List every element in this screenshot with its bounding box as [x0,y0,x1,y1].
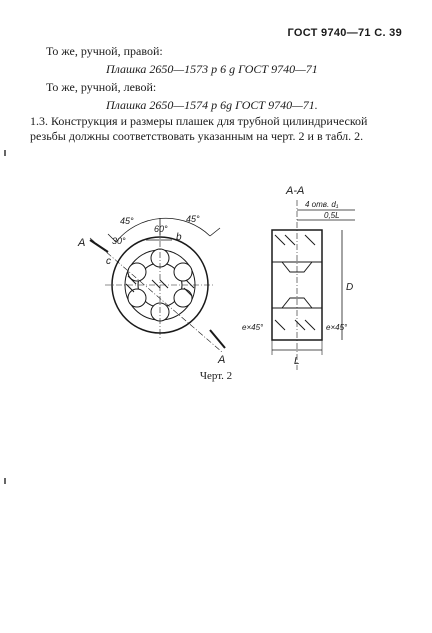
hatch-line [275,235,285,245]
dim-label-c: c [106,256,111,267]
text-line-right-hand-designation: Плашка 2650—1573 р 6 g ГОСТ 9740—71 [106,62,318,76]
dim-label-d: D [346,282,354,293]
section-arrow-top [90,240,108,252]
angle-label-60: 60° [154,224,168,234]
angle-label-30: 30° [112,236,126,246]
chip-hole [174,289,192,307]
section-label-a-bottom: А [218,354,226,366]
hatch-line [305,320,315,330]
drawing-svg [60,180,380,380]
chamfer-label-right: e×45° [326,323,348,332]
technical-drawing [60,180,380,380]
hatch-line [295,320,305,330]
front-view [90,218,225,352]
hatch-line [285,235,295,245]
section-arrow-bottom [210,330,225,348]
holes-label: 4 отв. d₁ [305,200,339,209]
paragraph-1-3: 1.3. Конструкция и размеры плашек для трубной цилиндрической резьбы должны соответствовать указанным на черт. 2 и в табл. 2. [30,114,368,143]
hatch-line [305,235,315,245]
chamfer-label-left: e×45° [242,323,264,332]
text-line-left-hand-designation: Плашка 2650—1574 р 6g ГОСТ 9740—71. [106,98,318,112]
angle-label-45-right: 45° [186,214,200,224]
text-line-right-hand-label: То же, ручной, правой: [46,44,163,58]
chip-hole [174,263,192,281]
margin-mark [4,150,6,156]
hatch-line [160,280,168,288]
section-label-a-top: А [78,237,86,249]
dim-line [210,228,220,236]
dim-label-05l: 0,5L [324,211,340,220]
page-header: ГОСТ 9740—71 С. 39 [287,27,402,39]
dim-label-l: L [294,356,300,367]
dim-label-b: b [176,232,182,243]
hatch-line [275,320,285,330]
figure-caption: Черт. 2 [199,370,233,382]
text-line-left-hand-label: То же, ручной, левой: [46,80,157,94]
chip-hole [128,289,146,307]
hatch-line [152,280,160,288]
section-view [272,200,355,370]
margin-mark [4,478,6,484]
angle-label-45-left: 45° [120,216,134,226]
hatch-line [186,280,194,288]
section-title: А-А [286,185,305,197]
